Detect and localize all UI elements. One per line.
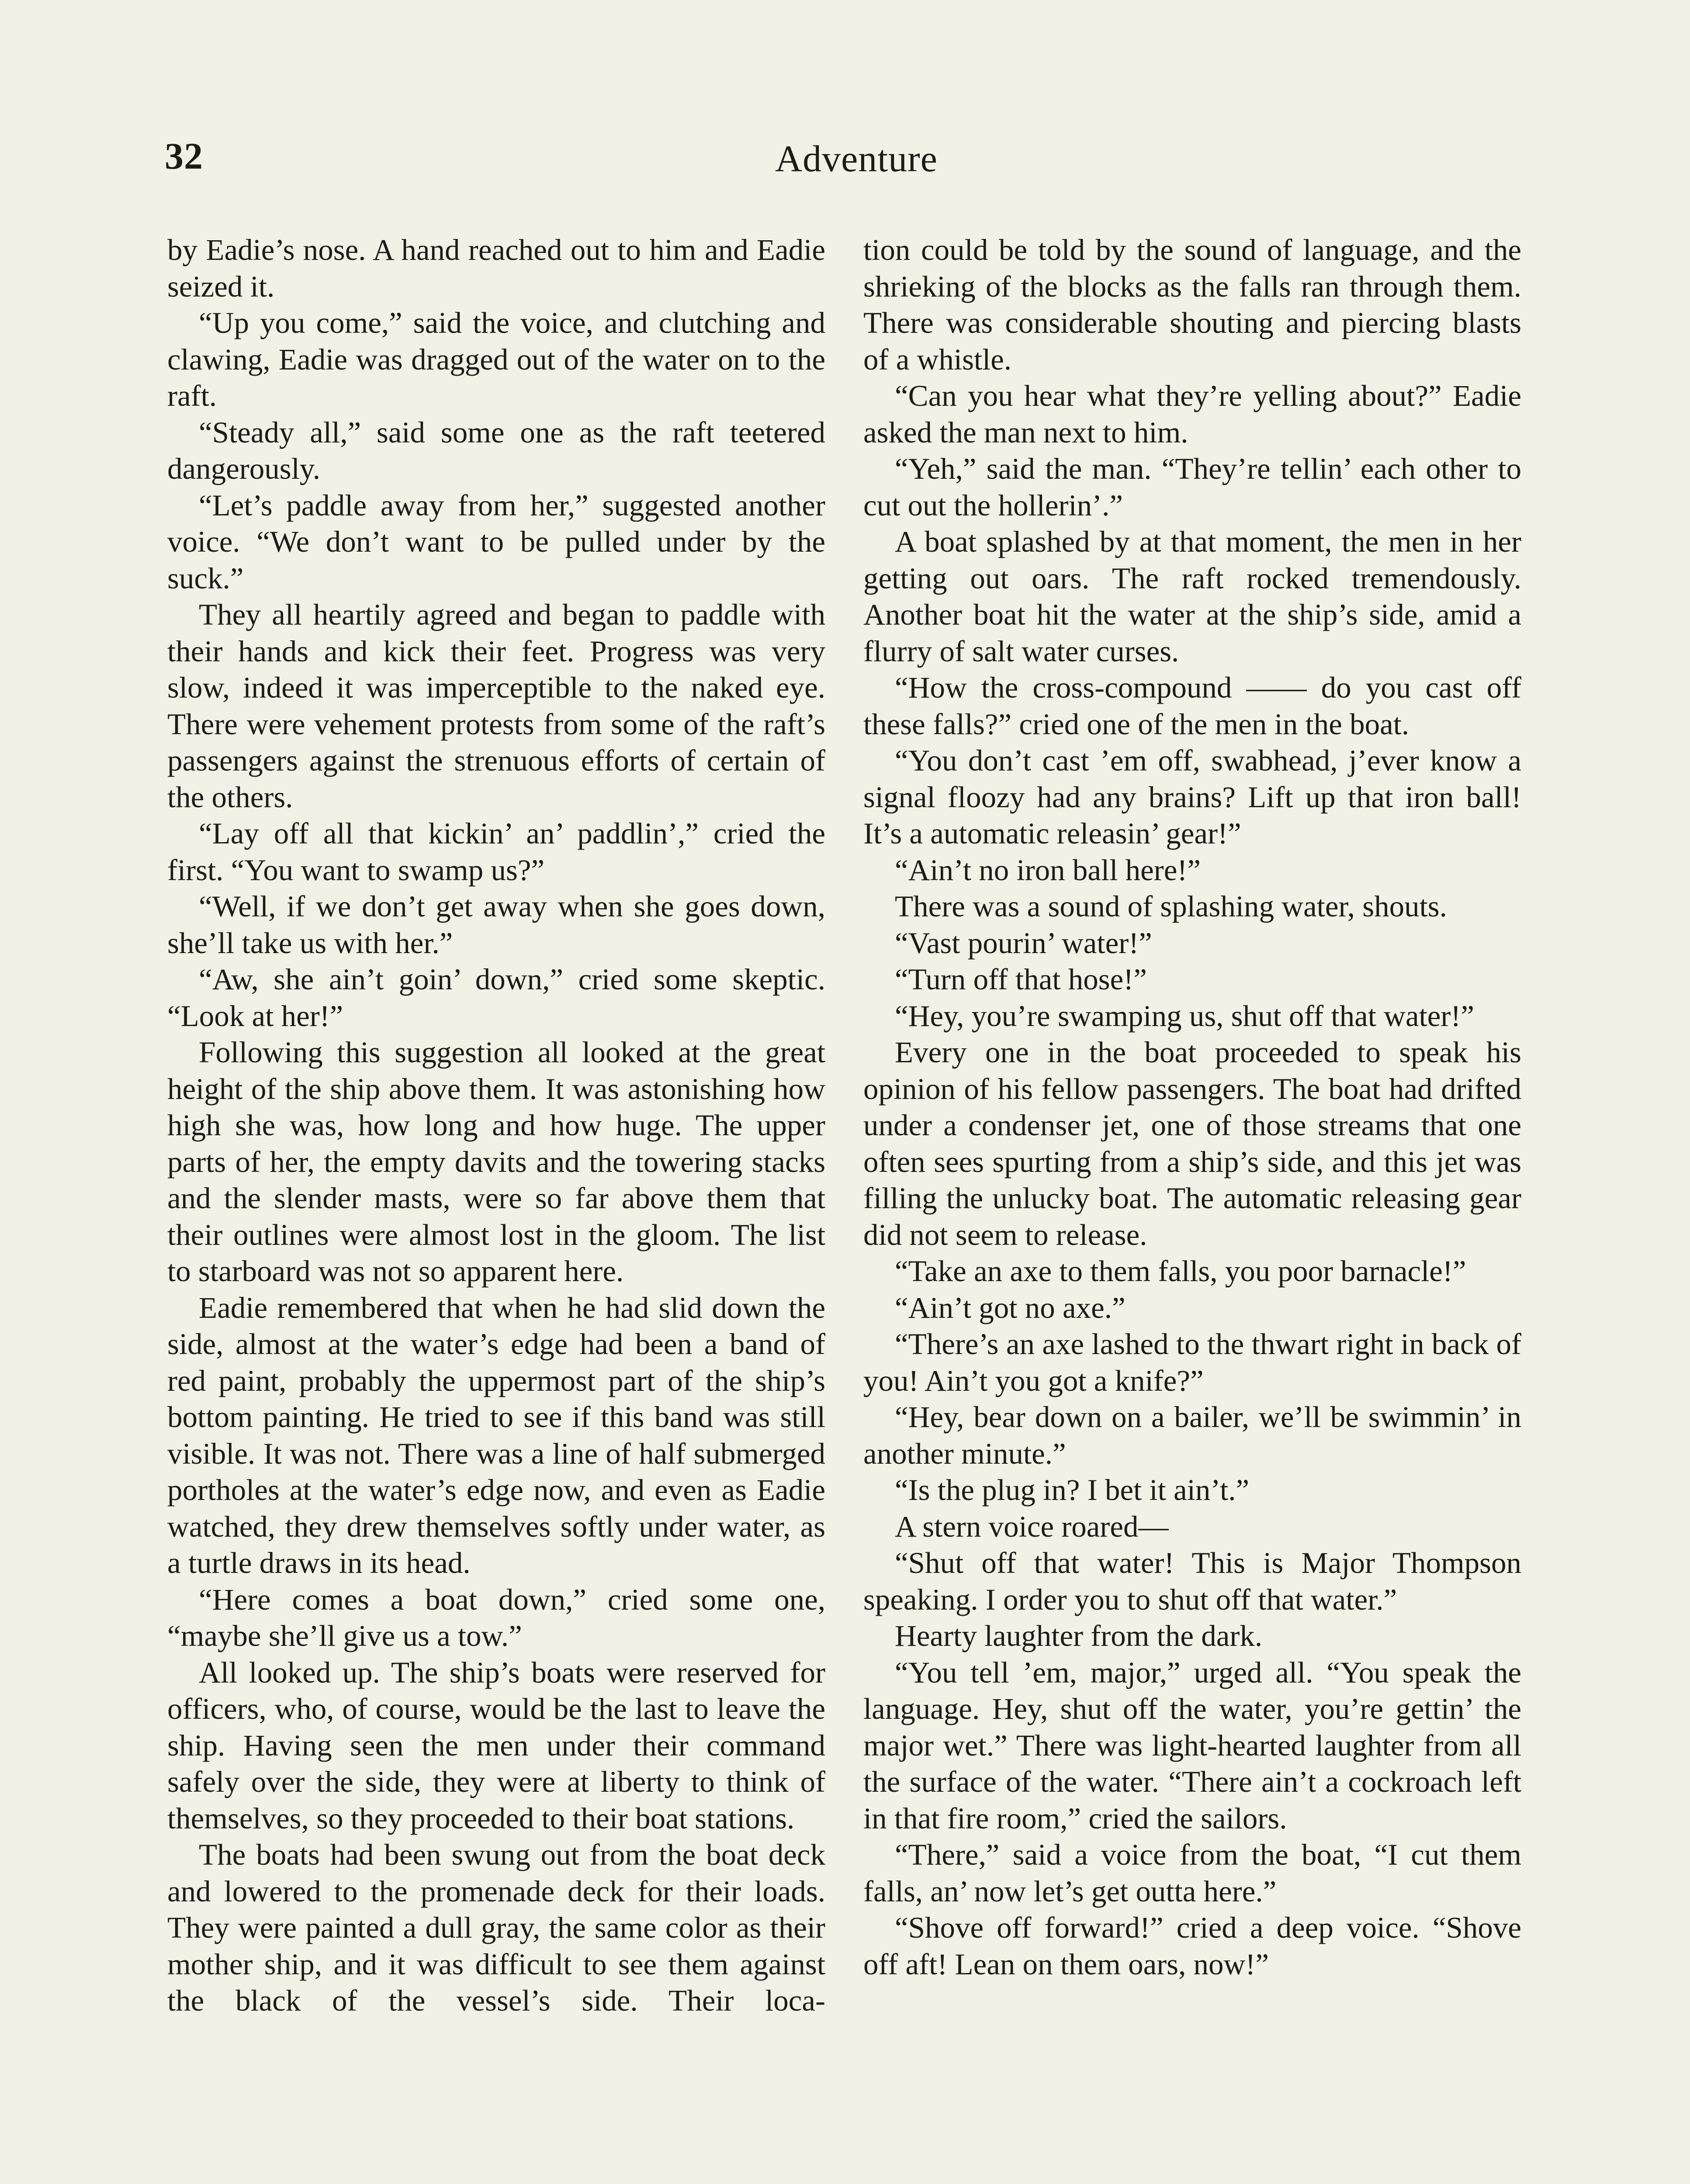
paragraph: “Shut off that water! This is Major Thompson speaking. I order you to shut off that water.” [863,1546,1521,1616]
paragraph: “Let’s paddle away from her,” suggested another voice. “We don’t want to be pulled under by the suck.” [167,488,825,595]
paragraph: “Hey, bear down on a bailer, we’ll be swimmin’ in another minute.” [863,1400,1521,1470]
paragraph: “Is the plug in? I bet it ain’t.” [895,1473,1250,1507]
paragraph: “Well, if we don’t get away when she goes down, she’ll take us with her.” [167,890,825,960]
paragraph: All looked up. The ship’s boats were reserved for officers, who, of course, would be the last to leave the ship. Having seen the men under their command safely over the side, they were at liberty to think of themselves, so they proceeded to their boat stations. [167,1655,825,1835]
paragraph: A stern voice roared— [895,1510,1169,1543]
paragraph: “Ain’t no iron ball here!” [895,853,1201,887]
paragraph: “Up you come,” said the voice, and clutching and clawing, Eadie was dragged out of the water on to the raft. [167,306,825,412]
paragraph: by Eadie’s nose. A hand reached out to him and Eadie seized it. [167,233,825,303]
paragraph: “Vast pourin’ water!” [895,926,1152,960]
paragraph: “Aw, she ain’t goin’ down,” cried some skeptic. “Look at her!” [167,963,825,1033]
paragraph: “Hey, you’re swamping us, shut off that water!” [895,999,1474,1033]
paragraph: “Ain’t got no axe.” [895,1291,1126,1324]
paragraph: A boat splashed by at that moment, the men in her getting out oars. The raft rocked tremendously. Another boat hit the water at the ship’s side, amid a flurry of salt water curses. [863,525,1521,668]
paragraph: “Here comes a boat down,” cried some one, “maybe she’ll give us a tow.” [167,1583,825,1652]
paragraph: tion could be told by the sound of language, and the shrieking of the blocks as the falls ran through them. There was considerable shouting and piercing blasts of a whistle. [863,233,1521,376]
paragraph: “Can you hear what they’re yelling about?” Eadie asked the man next to him. [863,379,1521,449]
paragraph: Following this suggestion all looked at the great height of the ship above them. It was astonishing how high she was, how long and how huge. The upper parts of her, the empty davits and the towering stacks and the slender masts, were so far above them that their outlines were almost lost in the gloom. The list to starboard was not so apparent here. [167,1036,825,1288]
paragraph: “Yeh,” said the man. “They’re tellin’ each other to cut out the hollerin’.” [863,452,1521,522]
paragraph: Eadie remembered that when he had slid down the side, almost at the water’s edge had been a band of red paint, probably the uppermost part of the ship’s bottom painting. He tried to see if this band was still visible. It was not. There was a line of half submerged portholes at the water’s edge now, and even as Eadie watched, they drew themselves softly under water, as a turtle draws in its head. [167,1291,825,1579]
magazine-title: Adventure [775,138,938,180]
paragraph: “There’s an axe lashed to the thwart right in back of you! Ain’t you got a knife?” [863,1327,1521,1397]
paragraph: “You don’t cast ’em off, swabhead, j’ever know a signal floozy had any brains? Lift up that iron ball! It’s a automatic releasin’ gear!” [863,744,1521,850]
page-number: 32 [165,135,203,177]
paragraph: Every one in the boat proceeded to speak his opinion of his fellow passengers. The boat had drifted under a condenser jet, one of those streams that one often sees spurting from a ship’s side, and this jet was filling the unlucky boat. The automatic releasing gear did not seem to release. [863,1036,1521,1251]
paragraph: “How the cross-compound —— do you cast off these falls?” cried one of the men in the boat. [863,671,1521,741]
paragraph: “Steady all,” said some one as the raft teetered dangerously. [167,415,825,485]
right-column [863,232,1521,1983]
paragraph: “There,” said a voice from the boat, “I cut them falls, an’ now let’s get outta here.” [863,1838,1521,1908]
paragraph: “You tell ’em, major,” urged all. “You speak the language. Hey, shut off the water, you’re gettin’ the major wet.” There was light-hearted laughter from all the surface of the water. “There ain’t a cockroach left in that fire room,” cried the sailors. [863,1655,1521,1835]
paragraph: “Lay off all that kickin’ an’ paddlin’,” cried the first. “You want to swamp us?” [167,817,825,887]
paragraph: They all heartily agreed and began to paddle with their hands and kick their feet. Progress was very slow, indeed it was imperceptible to the naked eye. There were vehement protests from some of the raft’s passengers against the strenuous efforts of certain of the others. [167,598,825,814]
paragraph: There was a sound of splashing water, shouts. [895,890,1447,923]
paragraph: Hearty laughter from the dark. [895,1619,1263,1652]
paragraph: “Shove off forward!” cried a deep voice. “Shove off aft! Lean on them oars, now!” [863,1911,1521,1981]
paragraph: “Take an axe to them falls, you poor barnacle!” [895,1254,1466,1288]
paragraph: The boats had been swung out from the boat deck and lowered to the promenade deck for their loads. They were painted a dull gray, the same color as their mother ship, and it was difficult to see them against the black of the vessel’s side. Their loca- [167,1838,825,2017]
paragraph: “Turn off that hose!” [895,963,1147,996]
left-column [167,232,825,2019]
